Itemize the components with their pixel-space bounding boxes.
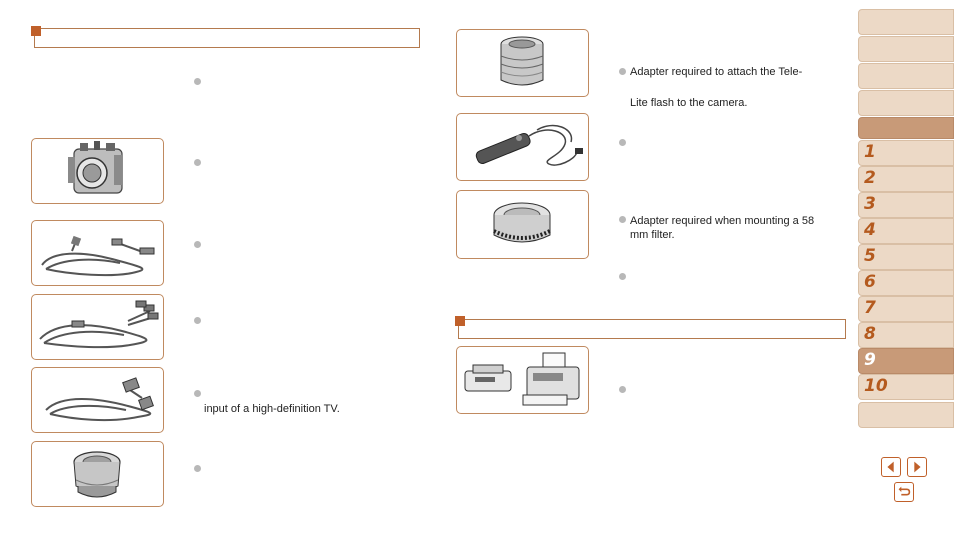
av-cable-icon [32,295,163,359]
sidebar-tab-3[interactable] [858,192,954,218]
section-header-left [34,28,420,48]
remote-switch-image [456,113,589,181]
filter-adapter-icon [457,191,588,258]
section-header-right [458,319,846,339]
hdmi-description: input of a high-definition TV. [204,403,340,415]
prev-page-icon [882,458,900,476]
tele-converter-description: Adapter required to attach the Tele- [630,66,803,78]
sidebar-tab-blank-5[interactable] [858,402,954,428]
bullet [619,216,626,223]
tele-converter-image [456,29,589,97]
sidebar-tab-8[interactable] [858,322,954,348]
av-cable-image [31,294,164,360]
sidebar-tab-blank-3[interactable] [858,63,954,89]
tab-number: 2 [864,168,876,188]
hdmi-cable-icon [32,368,163,432]
prev-page-button[interactable] [881,457,901,477]
sidebar-tab-section[interactable] [858,117,954,139]
bullet [619,386,626,393]
tele-converter-description-line2: Lite flash to the camera. [630,97,748,109]
bullet [194,78,201,85]
sidebar-tab-4[interactable] [858,218,954,244]
tab-number: 1 [864,142,876,162]
waterproof-case-image [31,138,164,204]
bullet [619,273,626,280]
return-button[interactable] [894,482,914,502]
waterproof-case-icon [32,139,163,203]
sidebar-tab-7[interactable] [858,296,954,322]
sidebar-tab-blank-2[interactable] [858,36,954,62]
usb-cable-image [31,220,164,286]
filter-adapter-image [456,190,589,259]
sidebar-tab-6[interactable] [858,270,954,296]
sidebar-tab-blank-4[interactable] [858,90,954,116]
bullet [194,159,201,166]
tab-number: 3 [864,194,876,214]
sidebar-tab-5[interactable] [858,244,954,270]
tab-number: 9 [864,350,876,370]
printers-icon [457,347,588,413]
sidebar-tab-1[interactable] [858,140,954,166]
bullet [619,68,626,75]
tele-converter-icon [457,30,588,96]
remote-switch-icon [457,114,588,180]
tab-number: 4 [864,220,876,240]
bullet [194,317,201,324]
tab-number: 7 [864,298,876,318]
filter-adapter-description: Adapter required when mounting a 58 mm filter. [630,215,815,241]
section-marker-right [455,316,465,326]
wide-converter-lens-icon [32,442,163,506]
wide-converter-image [31,441,164,507]
printers-image [456,346,589,414]
sidebar-tab-2[interactable] [858,166,954,192]
next-page-button[interactable] [907,457,927,477]
section-marker-left [31,26,41,36]
sidebar-tab-10[interactable] [858,374,954,400]
bullet [619,139,626,146]
bullet [194,465,201,472]
bullet [194,390,201,397]
tab-number: 6 [864,272,876,292]
tab-number: 8 [864,324,876,344]
return-icon [895,483,913,501]
tab-number: 5 [864,246,876,266]
bullet [194,241,201,248]
hdmi-cable-image [31,367,164,433]
sidebar-tab-9[interactable] [858,348,954,374]
sidebar-tab-blank-1[interactable] [858,9,954,35]
tab-number: 10 [864,376,888,396]
usb-cable-icon [32,221,163,285]
next-page-icon [908,458,926,476]
